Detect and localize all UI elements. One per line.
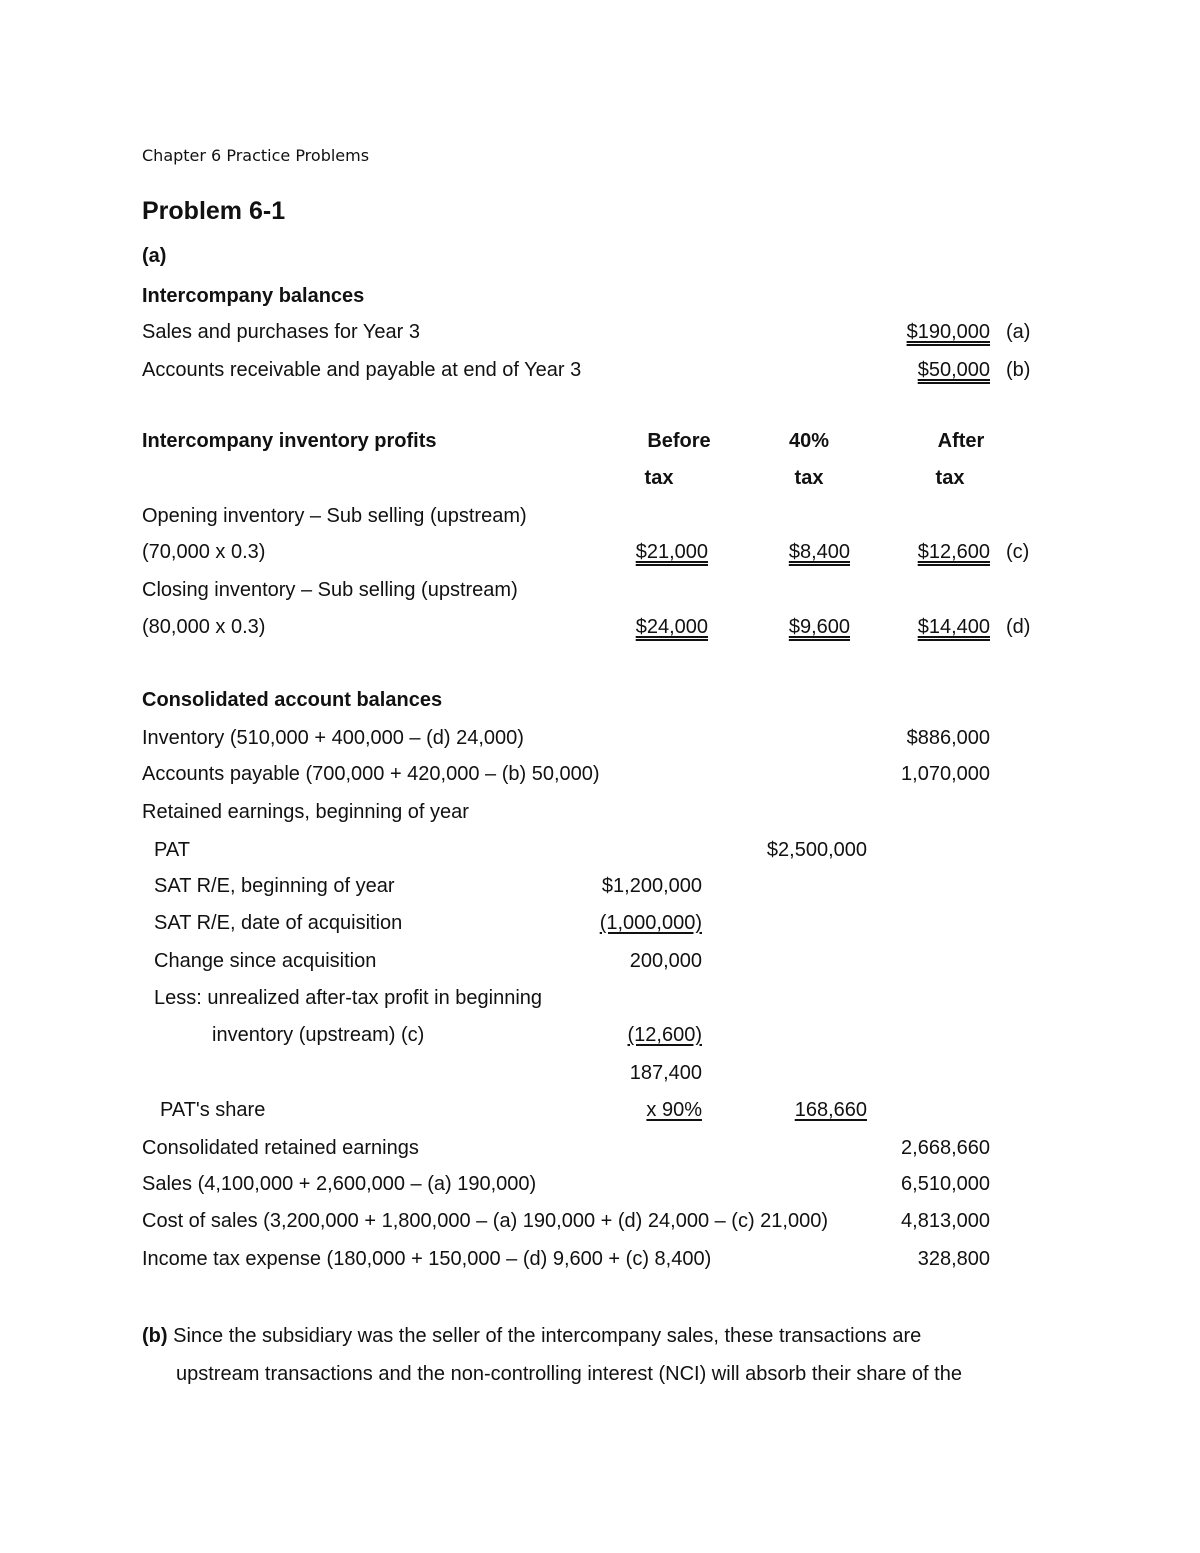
accounts-payable-amount: 1,070,000 (901, 763, 990, 785)
sales-purchases-label: Sales and purchases for Year 3 (142, 321, 420, 343)
problem-title: Problem 6-1 (142, 197, 286, 225)
receivable-payable-ref: (b) (1006, 359, 1031, 381)
part-b-label: (b) (142, 1325, 168, 1347)
col-tax-line1: 40% (788, 430, 830, 452)
sales-amount: 6,510,000 (901, 1173, 990, 1195)
opening-ref: (c) (1006, 541, 1030, 563)
inventory-amount: $886,000 (906, 727, 990, 749)
pat-share-amount: 168,660 (794, 1099, 867, 1121)
intercompany-balances-heading: Intercompany balances (142, 285, 365, 307)
col-before-tax-line2: tax (644, 467, 674, 489)
pat-label: PAT (154, 839, 190, 861)
part-b-paragraph-line1 (142, 1324, 921, 1348)
col-before-tax-line1: Before (647, 430, 711, 452)
income-tax-amount: 328,800 (917, 1248, 990, 1270)
closing-before-tax: $24,000 (635, 616, 708, 638)
pat-share-label: PAT's share (160, 1099, 266, 1121)
document-header: Chapter 6 Practice Problems (142, 146, 370, 165)
retained-earnings-label: Retained earnings, beginning of year (142, 801, 469, 823)
part-a-label: (a) (142, 245, 167, 267)
closing-after-tax: $14,400 (917, 616, 990, 638)
part-b-text-line1: Since the subsidiary was the seller of the intercompany sales, these transactions are (173, 1325, 922, 1347)
sat-beginning-label: SAT R/E, beginning of year (154, 875, 395, 897)
change-since-acquisition-label: Change since acquisition (154, 950, 377, 972)
opening-inventory-calc: (70,000 x 0.3) (142, 541, 266, 563)
opening-inventory-label: Opening inventory – Sub selling (upstream) (142, 505, 527, 527)
pat-share-pct: x 90% (646, 1099, 702, 1121)
sat-acquisition-label: SAT R/E, date of acquisition (154, 912, 403, 934)
inventory-label: Inventory (510,000 + 400,000 – (d) 24,000) (142, 727, 524, 749)
less-unrealized-label: Less: unrealized after-tax profit in beginning (154, 987, 543, 1009)
part-b-text-line2: upstream transactions and the non-controlling interest (NCI) will absorb their share of the (176, 1363, 962, 1385)
opening-tax: $8,400 (788, 541, 850, 563)
consolidated-heading: Consolidated account balances (142, 689, 443, 711)
cost-of-sales-label: Cost of sales (3,200,000 + 1,800,000 – (a) 190,000 + (d) 24,000 – (c) 21,000) (142, 1210, 829, 1232)
sat-beginning-amount: $1,200,000 (601, 875, 702, 897)
accounts-payable-label: Accounts payable (700,000 + 420,000 – (b) 50,000) (142, 763, 600, 785)
income-tax-label: Income tax expense (180,000 + 150,000 – (d) 9,600 + (c) 8,400) (142, 1248, 712, 1270)
closing-tax: $9,600 (788, 616, 850, 638)
inventory-upstream-amount: (12,600) (627, 1024, 702, 1046)
change-since-acquisition-amount: 200,000 (629, 950, 702, 972)
inventory-upstream-label: inventory (upstream) (c) (212, 1024, 425, 1046)
consolidated-re-amount: 2,668,660 (901, 1137, 990, 1159)
sales-purchases-ref: (a) (1006, 321, 1031, 343)
receivable-payable-label: Accounts receivable and payable at end of Year 3 (142, 359, 582, 381)
col-after-tax-line2: tax (935, 467, 965, 489)
receivable-payable-amount: $50,000 (917, 359, 990, 381)
opening-before-tax: $21,000 (635, 541, 708, 563)
cost-of-sales-amount: 4,813,000 (901, 1210, 990, 1232)
closing-inventory-label: Closing inventory – Sub selling (upstream) (142, 579, 518, 601)
opening-after-tax: $12,600 (917, 541, 990, 563)
pat-amount: $2,500,000 (766, 839, 867, 861)
col-after-tax-line1: After (937, 430, 985, 452)
sales-label: Sales (4,100,000 + 2,600,000 – (a) 190,000) (142, 1173, 537, 1195)
col-tax-line2: tax (794, 467, 824, 489)
consolidated-re-label: Consolidated retained earnings (142, 1137, 419, 1159)
closing-inventory-calc: (80,000 x 0.3) (142, 616, 266, 638)
sales-purchases-amount: $190,000 (906, 321, 990, 343)
inventory-profits-heading: Intercompany inventory profits (142, 430, 437, 452)
subtotal-amount: 187,400 (629, 1062, 702, 1084)
sat-acquisition-amount: (1,000,000) (599, 912, 702, 934)
closing-ref: (d) (1006, 616, 1031, 638)
